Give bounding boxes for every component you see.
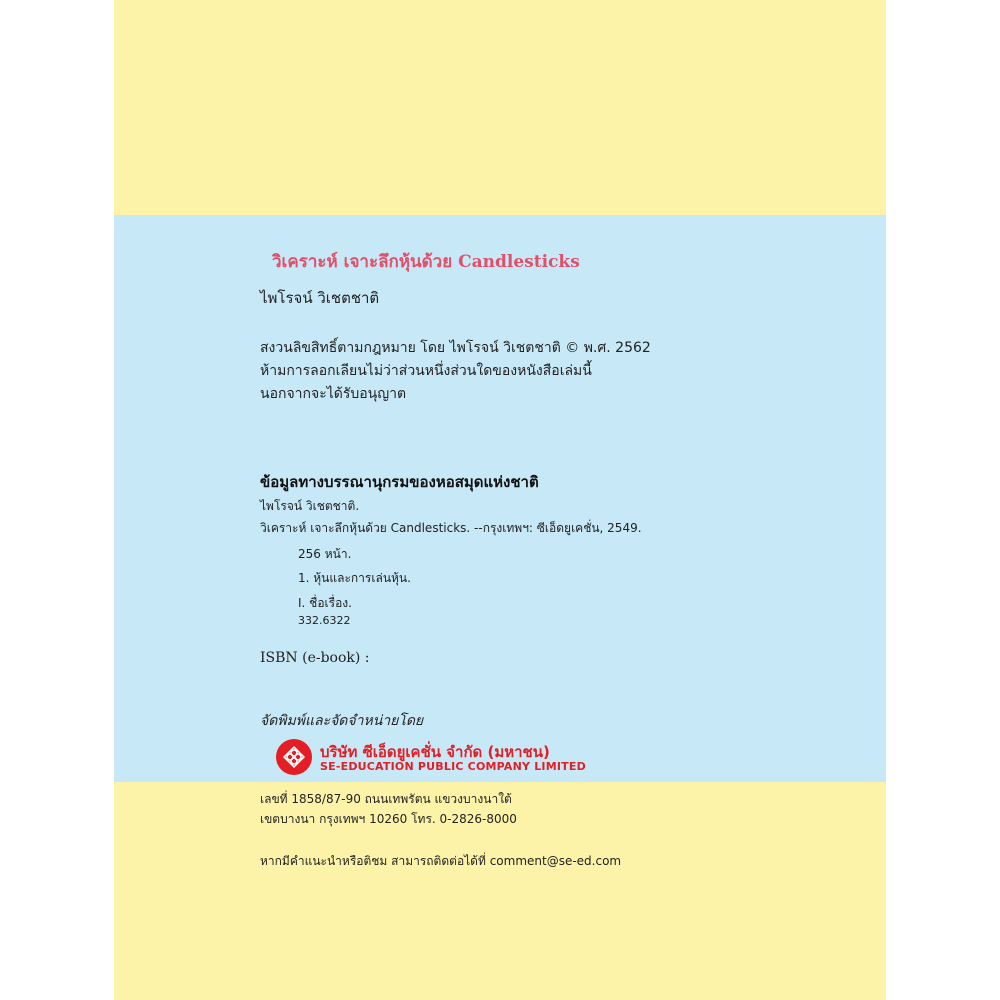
cip-title: วิเคราะห์ เจาะลึกหุ้นด้วย Candlesticks. --กรุงเทพฯ: ซีเอ็ดยูเคชั่น, 2549.	[260, 521, 642, 535]
cip-subject: 1. หุ้นและการเล่นหุ้น.	[298, 571, 411, 585]
address-line-1: เลขที่ 1858/87-90 ถนนเทพรัตน แขวงบางนาใต้	[260, 792, 512, 806]
copyright-page	[114, 0, 886, 1000]
publisher-name-english: SE-EDUCATION PUBLIC COMPANY LIMITED	[320, 760, 586, 773]
cip-pages: 256 หน้า.	[298, 547, 352, 561]
book-author: ไพโรจน์ วิเชตชาติ	[260, 289, 380, 307]
contact-line: หากมีคำแนะนำหรือติชม สามารถติดต่อได้ที่ comment@se-ed.com	[260, 854, 622, 868]
cip-title-entry: I. ชื่อเรื่อง.	[298, 596, 352, 610]
cip-classification: 332.6322	[298, 614, 351, 627]
publisher-name-thai: บริษัท ซีเอ็ดยูเคชั่น จำกัด (มหาชน)	[320, 743, 550, 761]
cip-heading: ข้อมูลทางบรรณานุกรมของหอสมุดแห่งชาติ	[260, 473, 539, 491]
book-title: วิเคราะห์ เจาะลึกหุ้นด้วย Candlesticks	[272, 252, 580, 272]
cip-author: ไพโรจน์ วิเชตชาติ.	[260, 499, 360, 513]
copyright-line-3: นอกจากจะได้รับอนุญาต	[260, 386, 407, 402]
isbn: ISBN (e-book) :	[260, 650, 370, 666]
copyright-line-2: ห้ามการลอกเลียนไม่ว่าส่วนหนึ่งส่วนใดของหนังสือเล่มนี้	[260, 363, 592, 379]
address-line-2: เขตบางนา กรุงเทพฯ 10260 โทร. 0-2826-8000	[260, 812, 517, 826]
se-ed-logo-icon	[276, 739, 312, 775]
publisher-heading: จัดพิมพ์และจัดจำหน่ายโดย	[260, 713, 424, 729]
copyright-line-1: สงวนลิขสิทธิ์ตามกฎหมาย โดย ไพโรจน์ วิเชตชาติ © พ.ศ. 2562	[260, 340, 651, 356]
blue-info-band	[114, 215, 886, 782]
